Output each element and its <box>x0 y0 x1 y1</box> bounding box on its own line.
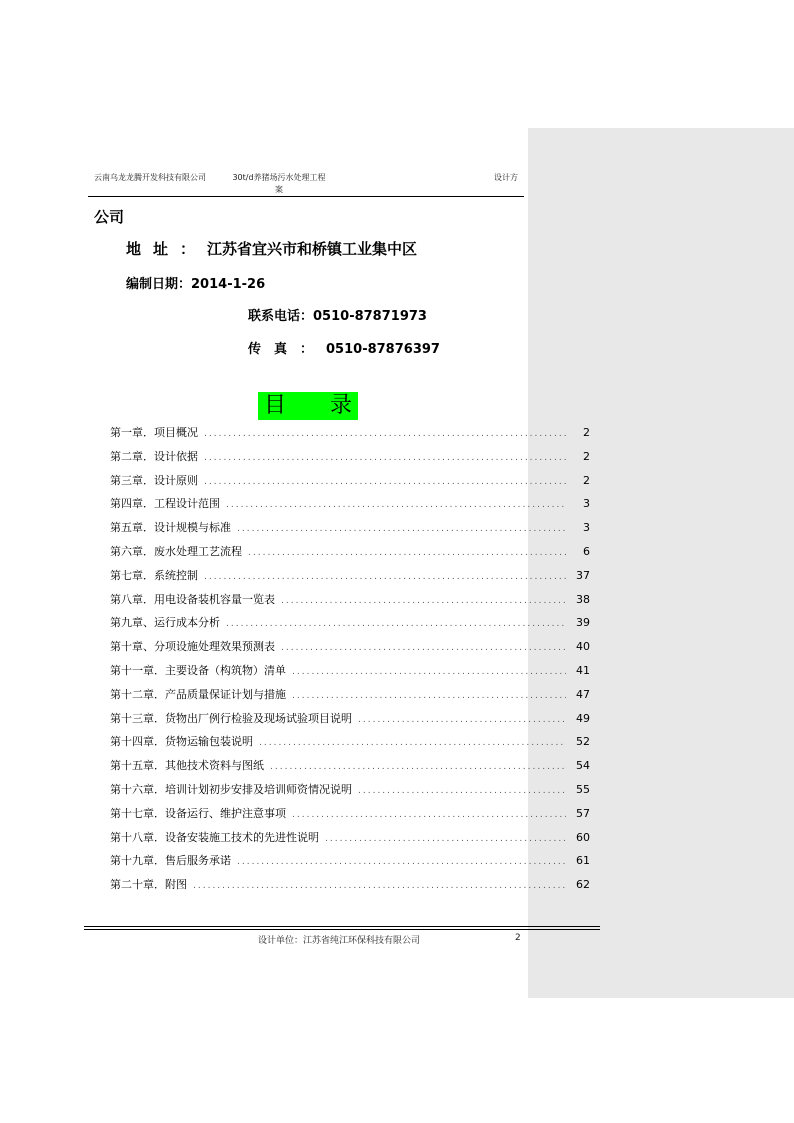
toc-entry-page: 2 <box>583 449 590 463</box>
footer-rule <box>84 926 600 927</box>
toc-entry-label: 第四章．工程设计范围 <box>110 497 220 511</box>
tel-line <box>248 305 427 324</box>
toc-entry[interactable] <box>110 638 590 662</box>
toc-entry-label: 第七章．系统控制 <box>110 568 198 582</box>
header-rule <box>88 196 524 197</box>
toc-entry-page: 47 <box>576 687 590 701</box>
toc-entry-page: 41 <box>576 663 590 677</box>
date-label: 编制日期： <box>126 277 192 292</box>
toc-entry-label: 第十一章．主要设备（构筑物）清单 <box>110 663 286 677</box>
toc-entry[interactable] <box>110 757 590 781</box>
toc-entry[interactable] <box>110 591 590 615</box>
toc-leader-dots <box>226 619 566 629</box>
toc-entry[interactable] <box>110 781 590 805</box>
toc-leader-dots <box>204 572 566 582</box>
toc-entry-page: 54 <box>576 759 590 773</box>
header-project-line2: 案 <box>275 185 283 194</box>
address-line <box>126 238 417 259</box>
toc-entry-page: 40 <box>576 640 590 654</box>
toc-leader-dots <box>270 762 566 772</box>
toc-leader-dots <box>259 738 566 748</box>
toc-entry[interactable] <box>110 424 590 448</box>
toc-entry-label: 第十八章．设备安装施工技术的先进性说明 <box>110 830 319 844</box>
toc-entry-label: 第十章、分项设施处理效果预测表 <box>110 640 275 654</box>
address-label: 地址： <box>126 240 208 258</box>
toc-entry-page: 62 <box>576 878 590 892</box>
toc-title-right: 录 <box>329 393 352 418</box>
header-project <box>228 172 330 196</box>
footer-rule-double <box>84 929 600 930</box>
toc-leader-dots <box>292 810 566 820</box>
toc-entry-label: 第十三章．货物出厂例行检验及现场试验项目说明 <box>110 711 352 725</box>
toc-entry[interactable] <box>110 852 590 876</box>
toc-leader-dots <box>325 834 566 844</box>
toc-title <box>258 392 358 420</box>
date-line <box>126 273 265 292</box>
toc-entry[interactable] <box>110 472 590 496</box>
toc-entry-label: 第八章．用电设备装机容量一览表 <box>110 592 275 606</box>
toc-entry-label: 第十五章．其他技术资料与图纸 <box>110 759 264 773</box>
toc-entry[interactable] <box>110 829 590 853</box>
toc-entry-label: 第十四章．货物运输包装说明 <box>110 735 253 749</box>
toc-leader-dots <box>226 500 566 510</box>
toc-entry[interactable] <box>110 448 590 472</box>
tel-label: 联系电话： <box>248 309 314 324</box>
toc-entry-page: 39 <box>576 616 590 630</box>
toc-entry-page: 2 <box>583 473 590 487</box>
toc-entry[interactable] <box>110 662 590 686</box>
toc-entry-label: 第十六章．培训计划初步安排及培训师资情况说明 <box>110 782 352 796</box>
toc-entry[interactable] <box>110 876 590 900</box>
date-value: 2014-1-26 <box>191 277 266 292</box>
toc-entry[interactable] <box>110 495 590 519</box>
toc-entry[interactable] <box>110 733 590 757</box>
toc-entry-page: 38 <box>576 592 590 606</box>
toc-entry[interactable] <box>110 519 590 543</box>
toc-entry[interactable] <box>110 805 590 829</box>
toc-leader-dots <box>248 548 566 558</box>
address-value: 江苏省宜兴市和桥镇工业集中区 <box>207 240 418 258</box>
toc-entry-label: 第十二章．产品质量保证计划与措施 <box>110 687 286 701</box>
toc-leader-dots <box>358 715 566 725</box>
footer-text: 设计单位：江苏省纯江环保科技有限公司 <box>258 936 421 946</box>
footer-page-number: 2 <box>515 933 521 943</box>
toc-leader-dots <box>292 691 566 701</box>
toc-entry-page: 3 <box>583 521 590 535</box>
toc-entry-page: 55 <box>576 782 590 796</box>
toc-entry-label: 第六章．废水处理工艺流程 <box>110 544 242 558</box>
table-of-contents <box>110 424 590 900</box>
toc-leader-dots <box>204 477 566 487</box>
toc-leader-dots <box>237 524 566 534</box>
tel-value: 0510-87871973 <box>313 309 427 324</box>
toc-leader-dots <box>237 857 566 867</box>
toc-entry-page: 52 <box>576 735 590 749</box>
toc-title-left: 目 <box>264 393 287 418</box>
toc-leader-dots <box>358 786 566 796</box>
toc-entry-page: 49 <box>576 711 590 725</box>
toc-leader-dots <box>204 453 566 463</box>
header-right: 设计方 <box>494 173 518 182</box>
toc-leader-dots <box>204 429 566 439</box>
toc-entry-page: 6 <box>583 544 590 558</box>
toc-entry-page: 3 <box>583 497 590 511</box>
toc-entry-label: 第五章．设计规模与标准 <box>110 521 231 535</box>
toc-entry-page: 60 <box>576 830 590 844</box>
toc-entry-page: 61 <box>576 854 590 868</box>
header-project-line1: 30t/d养猪场污水处理工程 <box>232 173 326 182</box>
toc-leader-dots <box>281 596 566 606</box>
toc-entry[interactable] <box>110 614 590 638</box>
toc-entry-label: 第十九章．售后服务承诺 <box>110 854 231 868</box>
toc-leader-dots <box>292 667 566 677</box>
toc-entry-label: 第九章、运行成本分析 <box>110 616 220 630</box>
toc-entry-page: 2 <box>583 426 590 439</box>
fax-line <box>248 338 440 357</box>
toc-leader-dots <box>193 881 566 891</box>
toc-leader-dots <box>281 643 566 653</box>
fax-value: 0510-87876397 <box>326 342 440 357</box>
toc-entry-page: 57 <box>576 806 590 820</box>
toc-entry-label: 第二章．设计依据 <box>110 449 198 463</box>
toc-entry[interactable] <box>110 543 590 567</box>
toc-entry[interactable] <box>110 567 590 591</box>
toc-entry[interactable] <box>110 686 590 710</box>
toc-entry-label: 第三章．设计原则 <box>110 473 198 487</box>
company-name-tail: 公司 <box>94 208 125 226</box>
fax-label: 传真： <box>248 342 327 357</box>
toc-entry-label: 第一章．项目概况 <box>110 426 198 439</box>
toc-entry-label: 第二十章．附图 <box>110 878 187 892</box>
toc-entry[interactable] <box>110 710 590 734</box>
header-company: 云南乌龙龙腾开发科技有限公司 <box>94 173 206 182</box>
toc-entry-label: 第十七章．设备运行、维护注意事项 <box>110 806 286 820</box>
toc-entry-page: 37 <box>576 568 590 582</box>
